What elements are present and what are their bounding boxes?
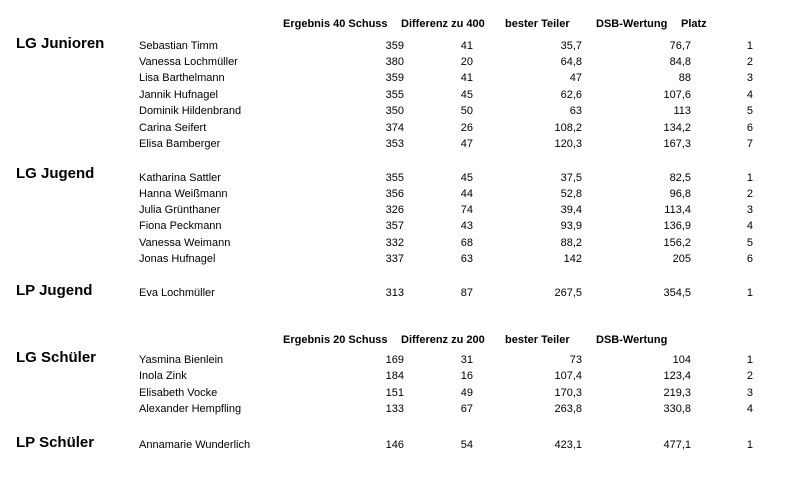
- teiler-value: 52,8: [560, 188, 582, 200]
- platz-value: 4: [746, 403, 753, 415]
- shooter-name: Elisa Bamberger: [139, 138, 221, 150]
- shooter-name: Alexander Hempfling: [139, 403, 242, 415]
- dsb-value: 167,3: [663, 138, 691, 150]
- dsb-value: 76,7: [669, 40, 691, 52]
- header-dsb-wertung: DSB-Wertung: [596, 18, 668, 30]
- table-row: [0, 105, 800, 121]
- differenz-value: 54: [460, 439, 473, 451]
- table-row: [0, 122, 800, 138]
- teiler-value: 37,5: [560, 172, 582, 184]
- table-row: [0, 138, 800, 154]
- shooter-name: Hanna Weißmann: [139, 188, 228, 200]
- table-row: [0, 354, 800, 370]
- dsb-value: 84,8: [669, 56, 691, 68]
- table-row: [0, 237, 800, 253]
- platz-value: 3: [746, 204, 753, 216]
- differenz-value: 41: [460, 72, 473, 84]
- shooter-name: Inola Zink: [139, 370, 187, 382]
- header-differenz-200: Differenz zu 200: [401, 334, 485, 346]
- dsb-value: 113,4: [664, 204, 691, 216]
- platz-value: 5: [746, 237, 753, 249]
- dsb-value: 104: [672, 354, 691, 366]
- differenz-value: 49: [460, 387, 473, 399]
- differenz-value: 87: [460, 287, 473, 299]
- header-differenz-400: Differenz zu 400: [401, 18, 485, 30]
- table-row: [0, 89, 800, 105]
- table-row: [0, 387, 800, 403]
- teiler-value: 263,8: [554, 403, 582, 415]
- differenz-value: 26: [460, 122, 473, 134]
- shooter-name: Fiona Peckmann: [139, 220, 222, 232]
- dsb-value: 113: [673, 105, 691, 117]
- ergebnis-value: 355: [385, 172, 404, 184]
- differenz-value: 50: [460, 105, 473, 117]
- differenz-value: 45: [460, 172, 473, 184]
- ergebnis-value: 357: [385, 220, 404, 232]
- dsb-value: 96,8: [669, 188, 691, 200]
- differenz-value: 47: [460, 138, 473, 150]
- ergebnis-value: 169: [385, 354, 404, 366]
- dsb-value: 107,6: [663, 89, 691, 101]
- differenz-value: 20: [460, 56, 473, 68]
- shooter-name: Jonas Hufnagel: [139, 253, 216, 265]
- table-row: [0, 172, 800, 188]
- teiler-value: 73: [569, 354, 582, 366]
- dsb-value: 136,9: [663, 220, 691, 232]
- shooter-name: Julia Grünthaner: [139, 204, 221, 216]
- dsb-value: 134,2: [663, 122, 691, 134]
- dsb-value: 354,5: [663, 287, 691, 299]
- platz-value: 4: [746, 89, 753, 101]
- shooter-name: Vanessa Lochmüller: [139, 56, 238, 68]
- ergebnis-value: 359: [385, 40, 404, 52]
- teiler-value: 142: [563, 253, 582, 265]
- category-title: LP Jugend: [16, 282, 93, 299]
- platz-value: 1: [746, 439, 753, 451]
- platz-value: 1: [746, 287, 753, 299]
- ergebnis-value: 151: [385, 387, 404, 399]
- header-bester-teiler: bester Teiler: [505, 18, 570, 30]
- shooter-name: Carina Seifert: [139, 122, 207, 134]
- ergebnis-value: 184: [385, 370, 404, 382]
- ergebnis-value: 337: [385, 253, 404, 265]
- teiler-value: 267,5: [554, 287, 582, 299]
- dsb-value: 219,3: [663, 387, 691, 399]
- platz-value: 5: [746, 105, 753, 117]
- platz-value: 1: [746, 40, 753, 52]
- header-ergebnis-20: Ergebnis 20 Schuss: [283, 334, 388, 346]
- teiler-value: 107,4: [554, 370, 582, 382]
- table-row: [0, 253, 800, 269]
- platz-value: 6: [746, 253, 753, 265]
- header-bester-teiler: bester Teiler: [505, 334, 570, 346]
- teiler-value: 93,9: [560, 220, 582, 232]
- ergebnis-value: 133: [385, 403, 404, 415]
- teiler-value: 88,2: [560, 237, 582, 249]
- dsb-value: 205: [672, 253, 691, 265]
- ergebnis-value: 359: [385, 72, 404, 84]
- ergebnis-value: 380: [385, 56, 404, 68]
- category-title: LG Jugend: [16, 165, 95, 182]
- table-row: [0, 188, 800, 204]
- shooter-name: Eva Lochmüller: [139, 287, 215, 299]
- differenz-value: 31: [460, 354, 473, 366]
- dsb-value: 123,4: [663, 370, 691, 382]
- dsb-value: 477,1: [663, 439, 691, 451]
- differenz-value: 45: [460, 89, 473, 101]
- category-title: LP Schüler: [16, 434, 95, 451]
- table-row: [0, 40, 800, 56]
- ergebnis-value: 332: [385, 237, 404, 249]
- shooter-name: Lisa Barthelmann: [139, 72, 225, 84]
- platz-value: 1: [746, 354, 753, 366]
- teiler-value: 423,1: [554, 439, 582, 451]
- shooter-name: Vanessa Weimann: [139, 237, 231, 249]
- table-row: [0, 403, 800, 419]
- header-platz: Platz: [681, 18, 707, 30]
- differenz-value: 16: [460, 370, 473, 382]
- platz-value: 2: [746, 370, 753, 382]
- shooter-name: Elisabeth Vocke: [139, 387, 218, 399]
- teiler-value: 170,3: [554, 387, 582, 399]
- platz-value: 1: [746, 172, 753, 184]
- platz-value: 3: [746, 72, 753, 84]
- differenz-value: 74: [460, 204, 473, 216]
- header-dsb-wertung: DSB-Wertung: [596, 334, 668, 346]
- shooter-name: Annamarie Wunderlich: [139, 439, 251, 451]
- teiler-value: 62,6: [560, 89, 582, 101]
- category-title: LG Junioren: [16, 35, 105, 52]
- platz-value: 3: [746, 387, 753, 399]
- platz-value: 2: [746, 56, 753, 68]
- differenz-value: 43: [460, 220, 473, 232]
- teiler-value: 39,4: [560, 204, 582, 216]
- shooter-name: Sebastian Timm: [139, 40, 218, 52]
- shooter-name: Dominik Hildenbrand: [139, 105, 242, 117]
- table-row: [0, 72, 800, 88]
- header-ergebnis-40: Ergebnis 40 Schuss: [283, 18, 388, 30]
- table-row: [0, 370, 800, 386]
- ergebnis-value: 356: [385, 188, 404, 200]
- teiler-value: 35,7: [560, 40, 582, 52]
- differenz-value: 63: [460, 253, 473, 265]
- shooter-name: Katharina Sattler: [139, 172, 221, 184]
- differenz-value: 41: [460, 40, 473, 52]
- teiler-value: 64,8: [560, 56, 582, 68]
- ergebnis-value: 353: [385, 138, 404, 150]
- table-row: [0, 287, 800, 303]
- dsb-value: 88: [678, 72, 691, 84]
- differenz-value: 44: [460, 188, 473, 200]
- differenz-value: 67: [460, 403, 473, 415]
- teiler-value: 108,2: [554, 122, 582, 134]
- ergebnis-value: 313: [385, 287, 404, 299]
- platz-value: 2: [746, 188, 753, 200]
- table-row: [0, 56, 800, 72]
- platz-value: 6: [746, 122, 753, 134]
- teiler-value: 63: [569, 105, 582, 117]
- ergebnis-value: 326: [385, 204, 404, 216]
- ergebnis-value: 374: [385, 122, 404, 134]
- platz-value: 4: [746, 220, 753, 232]
- shooter-name: Yasmina Bienlein: [139, 354, 224, 366]
- platz-value: 7: [746, 138, 753, 150]
- teiler-value: 47: [569, 72, 582, 84]
- teiler-value: 120,3: [554, 138, 582, 150]
- dsb-value: 156,2: [663, 237, 691, 249]
- differenz-value: 68: [460, 237, 473, 249]
- shooter-name: Jannik Hufnagel: [139, 89, 218, 101]
- table-row: [0, 204, 800, 220]
- ergebnis-value: 146: [385, 439, 404, 451]
- table-row: [0, 439, 800, 455]
- category-title: LG Schüler: [16, 349, 97, 366]
- ergebnis-value: 355: [385, 89, 404, 101]
- ergebnis-value: 350: [385, 105, 404, 117]
- dsb-value: 82,5: [669, 172, 691, 184]
- table-row: [0, 220, 800, 236]
- dsb-value: 330,8: [663, 403, 691, 415]
